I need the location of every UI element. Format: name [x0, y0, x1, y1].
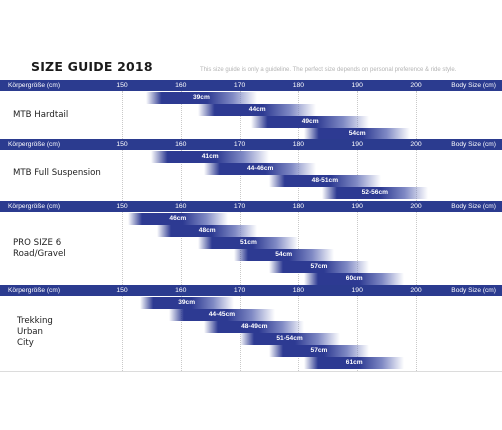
tick-label: 190 — [351, 202, 363, 210]
tick-label: 180 — [292, 286, 305, 294]
size-bar — [304, 357, 404, 369]
category-label: MTB Full Suspension — [13, 168, 101, 178]
bar-label: 57cm — [310, 346, 328, 354]
size-bar — [198, 237, 298, 249]
tick-label: 200 — [410, 286, 422, 294]
tick-label: 170 — [233, 202, 246, 210]
category-label: MTB Hardtail — [13, 110, 69, 120]
bar-label: 48-49cm — [241, 322, 268, 330]
axis-header — [0, 201, 502, 212]
axis-label-en: Body Size (cm) — [451, 286, 496, 294]
page-subtitle: This size guide is only a guideline. The perfect size depends on personal preference & ride style. — [200, 67, 457, 73]
axis-label-en: Body Size (cm) — [451, 81, 496, 89]
size-bar — [251, 116, 369, 128]
bar-label: 41cm — [201, 152, 219, 160]
bar-label: 54cm — [348, 129, 366, 137]
size-bar — [140, 297, 234, 309]
tick-label: 170 — [233, 286, 246, 294]
tick-label: 180 — [292, 81, 305, 89]
size-bar — [240, 333, 340, 345]
bar-label: 46cm — [169, 214, 187, 222]
axis-label-de: Körpergröße (cm) — [8, 140, 61, 148]
size-bar — [169, 309, 275, 321]
axis-label-de: Körpergröße (cm) — [8, 286, 61, 294]
page-title: SIZE GUIDE 2018 — [31, 59, 153, 74]
bar-label: 51cm — [239, 238, 257, 246]
bar-label: 44-46cm — [246, 164, 274, 172]
tick-label: 150 — [116, 81, 128, 89]
axis-label-de: Körpergröße (cm) — [8, 202, 61, 210]
gridline — [122, 91, 123, 139]
tick-label: 180 — [292, 202, 305, 210]
bar-label: 44-45cm — [208, 310, 236, 318]
axis-header — [0, 139, 502, 150]
tick-label: 200 — [410, 140, 422, 148]
size-section — [0, 201, 502, 285]
size-bar — [204, 163, 316, 175]
axis-header — [0, 80, 502, 91]
gridline — [122, 296, 123, 371]
gridline — [416, 212, 417, 285]
bar-label: 48-51cm — [311, 176, 339, 184]
bar-label: 54cm — [275, 250, 293, 258]
size-bar — [128, 213, 228, 225]
bar-label: 48cm — [198, 226, 216, 234]
bar-label: 51-54cm — [276, 334, 303, 342]
size-bar — [157, 225, 257, 237]
bar-label: 39cm — [178, 298, 196, 306]
size-section — [0, 80, 502, 139]
tick-label: 160 — [175, 81, 187, 89]
tick-label: 170 — [233, 81, 246, 89]
axis-header — [0, 285, 502, 296]
tick-label: 190 — [351, 286, 363, 294]
size-bar — [269, 175, 381, 187]
gridline — [416, 296, 417, 371]
bar-label: 60cm — [345, 274, 363, 282]
size-bar — [146, 92, 258, 104]
tick-label: 160 — [175, 202, 187, 210]
tick-label: 190 — [351, 81, 363, 89]
size-bar — [151, 151, 269, 163]
tick-label: 150 — [116, 140, 128, 148]
bar-label: 52-56cm — [361, 188, 389, 196]
axis-label-de: Körpergröße (cm) — [8, 81, 61, 89]
bar-label: 57cm — [310, 262, 328, 270]
tick-label: 200 — [410, 81, 422, 89]
tick-label: 180 — [292, 140, 305, 148]
tick-label: 170 — [233, 140, 246, 148]
size-bar — [204, 321, 304, 333]
tick-label: 160 — [175, 140, 187, 148]
size-bar — [269, 345, 369, 357]
size-bar — [234, 249, 334, 261]
category-label: PRO SIZE 6 Road/Gravel — [13, 238, 66, 259]
axis-label-en: Body Size (cm) — [451, 202, 496, 210]
size-bar — [304, 273, 404, 285]
axis-label-en: Body Size (cm) — [451, 140, 496, 148]
tick-label: 150 — [116, 202, 128, 210]
bar-label: 61cm — [345, 358, 363, 366]
gridline — [122, 150, 123, 201]
gridline — [122, 212, 123, 285]
tick-label: 150 — [116, 286, 128, 294]
bar-label: 44cm — [248, 105, 266, 113]
size-bar — [269, 261, 369, 273]
size-section — [0, 285, 502, 371]
tick-label: 200 — [410, 202, 422, 210]
bar-label: 39cm — [192, 93, 210, 101]
size-bar — [198, 104, 316, 116]
bar-label: 49cm — [301, 117, 319, 125]
category-label: Trekking Urban City — [17, 316, 53, 348]
tick-label: 160 — [175, 286, 187, 294]
gridline — [416, 91, 417, 139]
tick-label: 190 — [351, 140, 363, 148]
section-divider — [0, 371, 502, 372]
size-bar — [322, 187, 428, 199]
